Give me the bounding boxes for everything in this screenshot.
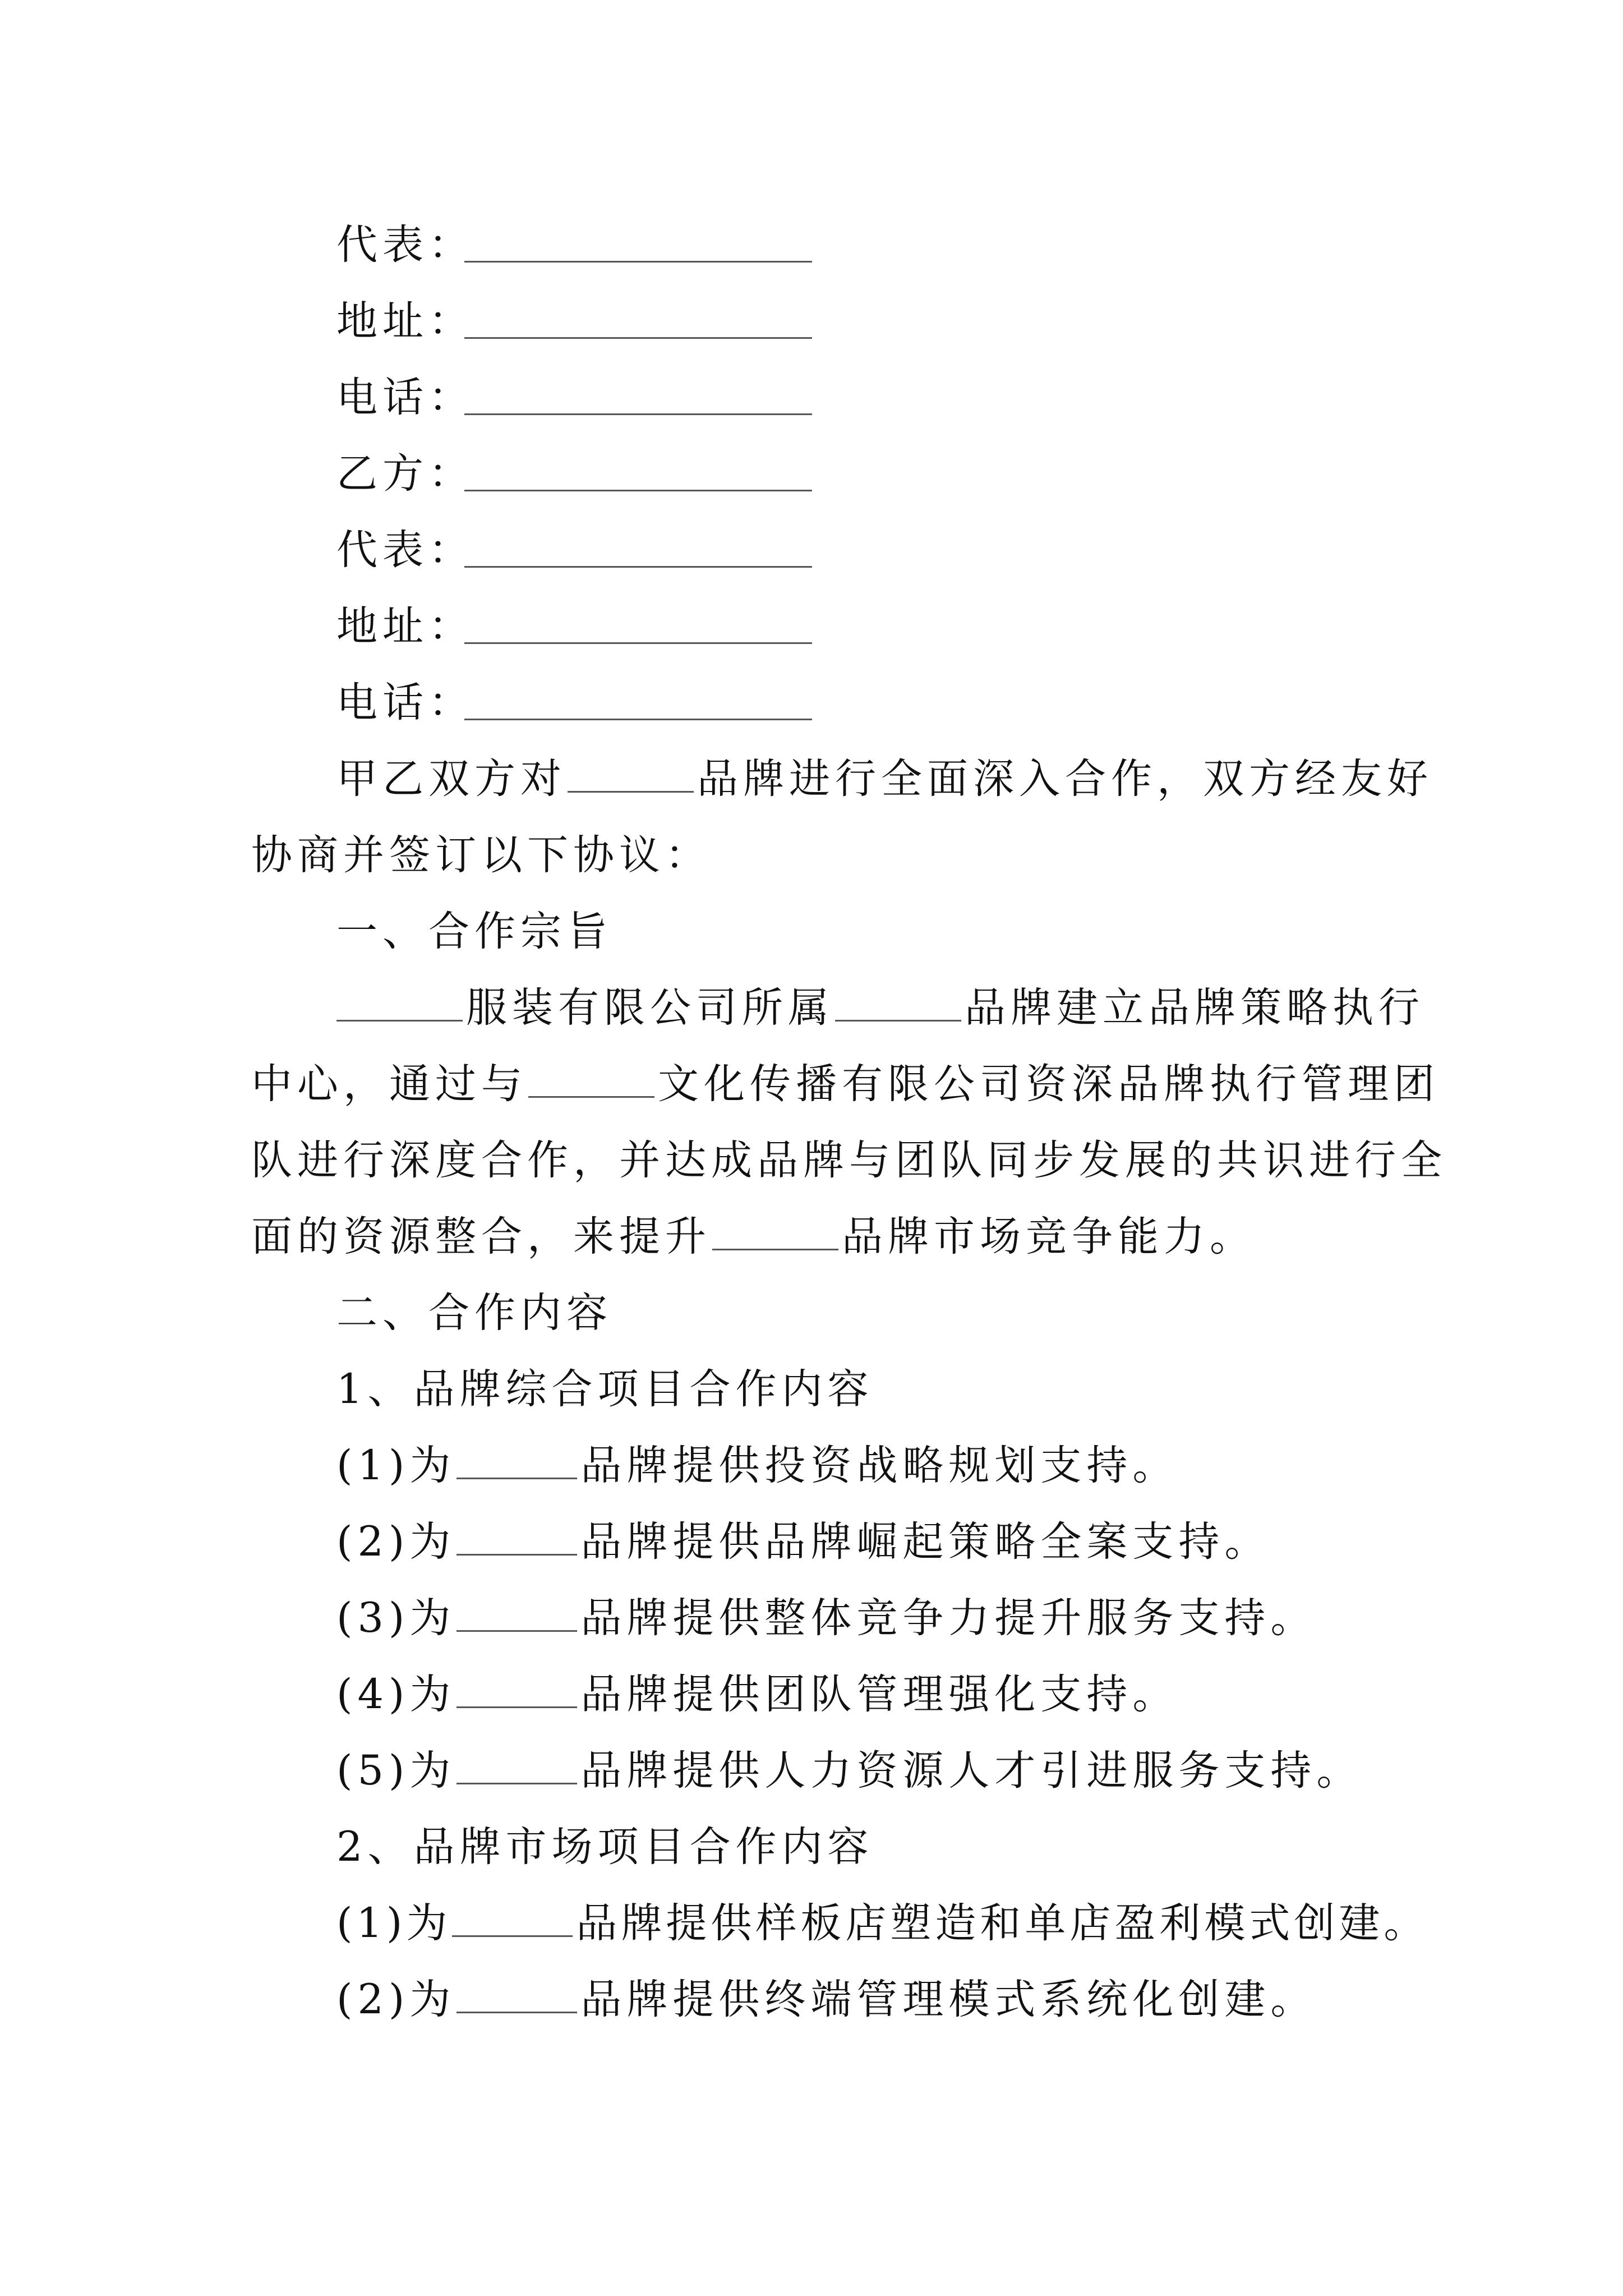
brand-blank[interactable] (457, 1522, 577, 1556)
party-b-rep-label: 代表： (336, 526, 474, 574)
party-b-label: 乙方： (336, 450, 474, 498)
item-text: 品牌提供整体竞争力提升服务支持。 (580, 1594, 1317, 1642)
brand-blank[interactable] (712, 1217, 838, 1250)
party-b-address-blank[interactable] (464, 642, 812, 644)
culture-company-blank[interactable] (528, 1064, 654, 1098)
party-a-address-blank[interactable] (464, 337, 812, 339)
s1-text-c: 中心，通过与 (251, 1060, 527, 1108)
section-1-para-line-2 (251, 1059, 1440, 1110)
party-b-rep-blank[interactable] (464, 566, 812, 568)
item-text: 品牌提供团队管理强化支持。 (580, 1671, 1179, 1718)
party-b-phone-blank[interactable] (464, 719, 812, 720)
list-item (336, 1975, 1316, 2025)
list-item (336, 1746, 1362, 1796)
brand-blank[interactable] (457, 1980, 577, 2013)
party-a-phone-blank[interactable] (464, 413, 812, 415)
intro-text-a: 甲乙双方对 (336, 755, 566, 803)
party-a-rep-label: 代表： (336, 221, 474, 269)
list-item (336, 1669, 1178, 1720)
list-item (336, 1517, 1270, 1567)
party-b-name-blank[interactable] (464, 490, 812, 491)
party-a-phone-label: 电话： (336, 374, 474, 421)
item-text: 品牌提供终端管理模式系统化创建。 (580, 1976, 1317, 2023)
brand-blank[interactable] (457, 1446, 577, 1479)
item-number: (1)为 (336, 1442, 456, 1489)
brand-blank[interactable] (568, 759, 694, 793)
subsection-1-heading: 1、品牌综合项目合作内容 (336, 1365, 874, 1413)
subsection-2-heading: 2、品牌市场项目合作内容 (336, 1823, 874, 1871)
list-item (336, 1441, 1178, 1491)
brand-blank[interactable] (835, 988, 961, 1022)
item-number: (2)为 (336, 1518, 456, 1566)
s1-text-f: 品牌市场竞争能力。 (842, 1213, 1256, 1260)
s1-text-d: 文化传播有限公司资深品牌执行管理团 (658, 1060, 1440, 1108)
party-b-phone-label: 电话： (336, 679, 474, 726)
item-text: 品牌提供人力资源人才引进服务支持。 (580, 1747, 1363, 1795)
section-1-para-line-3: 队进行深度合作，并达成品牌与团队同步发展的共识进行全 (251, 1137, 1447, 1184)
brand-blank[interactable] (452, 1903, 573, 1937)
party-a-address-label: 地址： (336, 297, 474, 345)
item-number: (3)为 (336, 1594, 456, 1642)
item-text: 品牌提供品牌崛起策略全案支持。 (580, 1518, 1271, 1566)
item-text: 品牌提供样板店塑造和单店盈利模式创建。 (576, 1899, 1429, 1947)
item-text: 品牌提供投资战略规划支持。 (580, 1442, 1179, 1489)
section-1-para-line-4 (251, 1212, 1256, 1262)
party-b-address-label: 地址： (336, 602, 474, 650)
s1-text-a: 服装有限公司所属 (466, 984, 834, 1032)
s1-text-b: 品牌建立品牌策略执行 (965, 984, 1424, 1032)
item-number: (1)为 (336, 1899, 451, 1947)
brand-blank[interactable] (457, 1751, 577, 1784)
section-2-heading: 二、合作内容 (336, 1289, 612, 1337)
list-item (336, 1898, 1428, 1949)
section-1-heading: 一、合作宗旨 (336, 908, 612, 955)
intro-line-2: 协商并签订以下协议： (251, 831, 711, 879)
list-item (336, 1593, 1316, 1644)
brand-blank[interactable] (457, 1598, 577, 1632)
section-1-para-line-1 (336, 983, 1424, 1033)
intro-text-b: 品牌进行全面深入合作，双方经友好 (697, 755, 1433, 803)
s1-text-e: 面的资源整合，来提升 (251, 1213, 711, 1260)
party-a-rep-blank[interactable] (464, 261, 812, 263)
item-number: (5)为 (336, 1747, 456, 1795)
item-number: (4)为 (336, 1671, 456, 1718)
brand-blank[interactable] (457, 1674, 577, 1708)
company-blank[interactable] (336, 988, 463, 1022)
intro-line-1 (336, 754, 1433, 804)
item-number: (2)为 (336, 1976, 456, 2023)
